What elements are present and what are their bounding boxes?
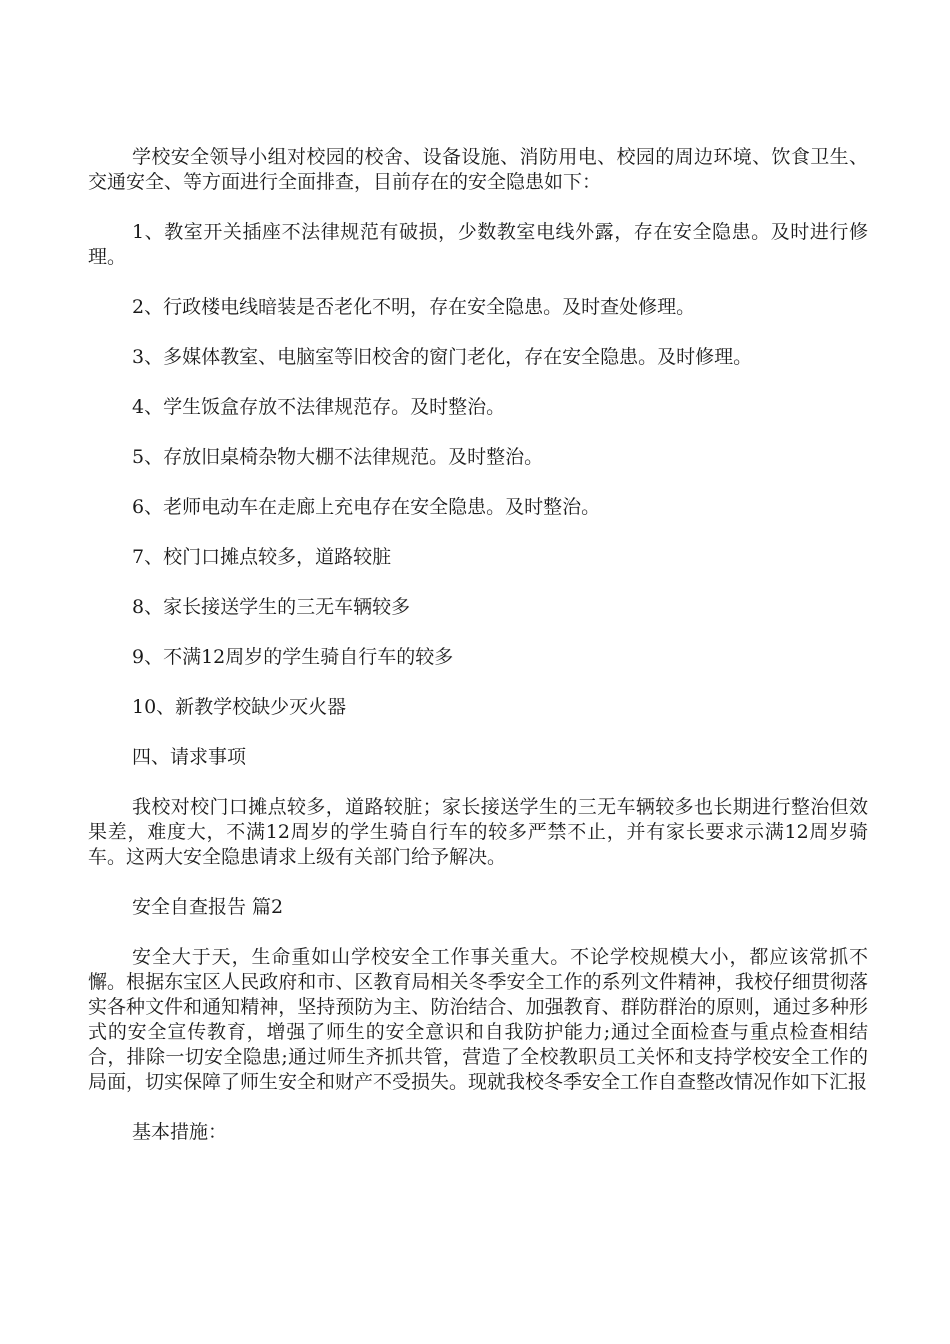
section-heading-requests: 四、请求事项 (132, 746, 247, 768)
part2-intro-paragraph: 安全大于天，生命重如山学校安全工作事关重大。不论学校规模大小，都应该常抓不懈。根据东宝区人民政府和市、区教育局相关冬季安全工作的系列文件精神，我校仔细贯彻落实各种文件和通知精神，坚持预防为主、防治结合、加强教育、群防群治的原则，通过多种形式的安全宣传教育，增强了师生的安全意识和自我防护能力;通过全面检查与重点检查相结合，排除一切安全隐患;通过师生齐抓共管，营造了全校教职员工关怀和支持学校安全工作的局面，切实保障了师生安全和财产不受损失。现就我校冬季安全工作自查整改情况作如下汇报 (88, 946, 868, 1093)
hazard-item-8: 8、家长接送学生的三无车辆较多 (132, 596, 411, 618)
hazard-item-10: 10、新教学校缺少灭火器 (132, 696, 347, 718)
intro-paragraph: 学校安全领导小组对校园的校舍、设备设施、消防用电、校园的周边环境、饮食卫生、交通安全、等方面进行全面排查，目前存在的安全隐患如下： (88, 146, 868, 193)
document-page (88, 145, 868, 1170)
hazard-item-6: 6、老师电动车在走廊上充电存在安全隐患。及时整治。 (132, 496, 601, 518)
hazard-item-2: 2、行政楼电线暗装是否老化不明，存在安全隐患。及时查处修理。 (132, 296, 696, 318)
requests-paragraph: 我校对校门口摊点较多，道路较脏；家长接送学生的三无车辆较多也长期进行整治但效果差，难度大，不满12周岁的学生骑自行车的较多严禁不止，并有家长要求示满12周岁骑车。这两大安全隐患请求上级有关部门给予解决。 (88, 796, 868, 868)
basic-measures-heading: 基本措施： (132, 1121, 228, 1143)
hazard-item-4: 4、学生饭盒存放不法律规范存。及时整治。 (132, 396, 506, 418)
hazard-item-1: 1、教室开关插座不法律规范有破损，少数教室电线外露，存在安全隐患。及时进行修理。 (88, 221, 868, 268)
hazard-item-9: 9、不满12周岁的学生骑自行车的较多 (132, 646, 454, 668)
hazard-item-5: 5、存放旧桌椅杂物大棚不法律规范。及时整治。 (132, 446, 544, 468)
hazard-item-3: 3、多媒体教室、电脑室等旧校舍的窗门老化，存在安全隐患。及时修理。 (132, 346, 753, 368)
report-title-part2: 安全自查报告 篇2 (132, 896, 284, 918)
hazard-item-7: 7、校门口摊点较多，道路较脏 (132, 546, 392, 568)
